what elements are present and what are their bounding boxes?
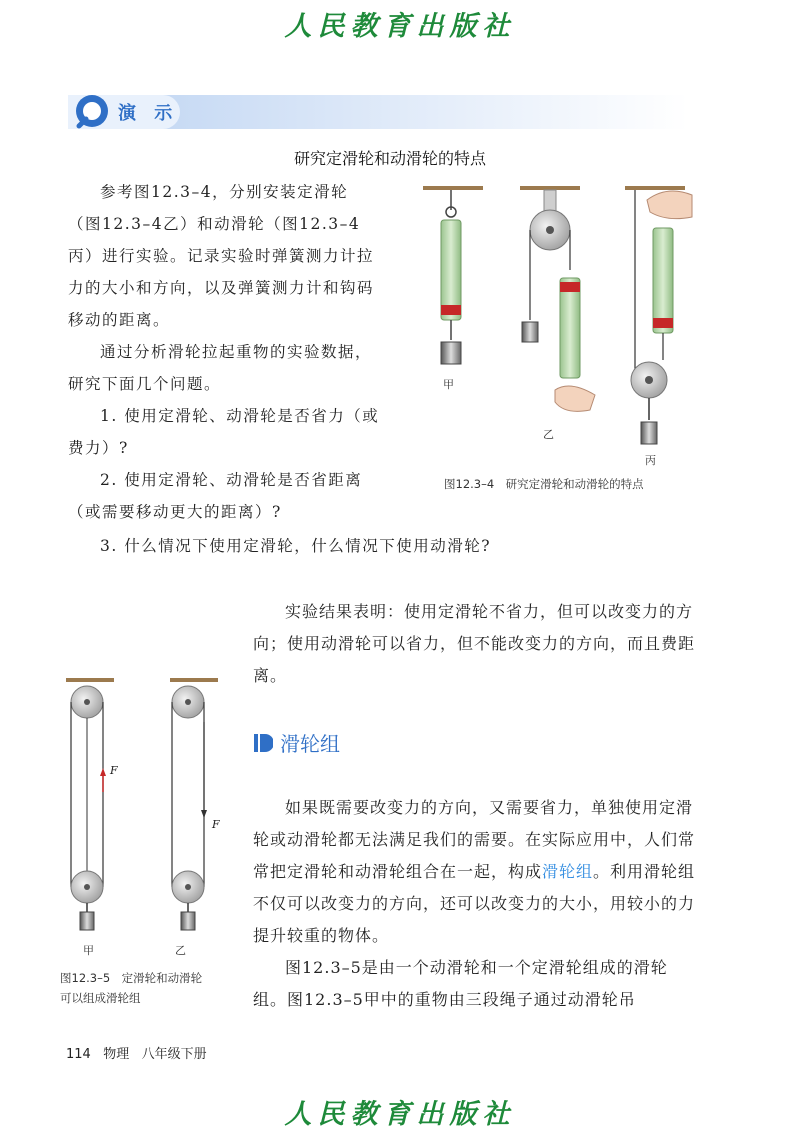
keyword-pulley-block: 滑轮组 bbox=[542, 862, 594, 881]
force-label-yi: F bbox=[212, 818, 220, 831]
demo-label: 演 示 bbox=[118, 103, 179, 124]
pulley-block-yi bbox=[170, 678, 218, 930]
figure-12-3-5-caption bbox=[60, 968, 202, 1008]
result-text: 实验结果表明：使用定滑轮不省力，但可以改变力的方向；使用动滑轮可以省力，但不能改变力的方向，而且费距离。 bbox=[253, 602, 696, 685]
footer-subject: 物理 bbox=[103, 1047, 130, 1062]
body-text bbox=[253, 792, 699, 1016]
body-paragraph-1 bbox=[253, 792, 699, 952]
demo-text bbox=[68, 176, 380, 528]
demo-paragraph-2: 通过分析滑轮拉起重物的实验数据，研究下面几个问题。 bbox=[68, 343, 373, 393]
footer-book: 八年级下册 bbox=[141, 1047, 207, 1062]
figure-bing bbox=[625, 186, 692, 444]
figure-5-label-jia: 甲 bbox=[83, 944, 94, 957]
demo-paragraph-1: 参考图12.3–4，分别安装定滑轮（图12.3–4乙）和动滑轮（图12.3–4丙）进行实验。记录实验时弹簧测力计拉力的大小和方向，以及弹簧测力计和钩码移动的距离。 bbox=[68, 183, 375, 329]
figure-12-3-5-caption-line1: 图12.3–5 定滑轮和动滑轮 bbox=[60, 971, 203, 985]
figure-12-3-5 bbox=[60, 672, 240, 942]
section-marker-icon bbox=[253, 732, 273, 754]
pulley-block-jia bbox=[66, 678, 114, 930]
demo-question-1: 1. 使用定滑轮、动滑轮是否省力（或费力）? bbox=[68, 407, 380, 457]
figure-label-jia: 甲 bbox=[443, 378, 454, 391]
figure-yi bbox=[520, 186, 595, 411]
figure-label-yi: 乙 bbox=[543, 428, 554, 441]
figure-label-bing: 丙 bbox=[645, 454, 656, 467]
page-footer bbox=[66, 1043, 207, 1062]
figure-12-3-4-caption: 图12.3–4 研究定滑轮和动滑轮的特点 bbox=[444, 477, 644, 491]
body-paragraph-1-end: 。利用滑轮组不仅可以改变力的方向，还可以改变力的大小，用较小的力提升较重的物体。 bbox=[253, 862, 696, 945]
page-number: 114 bbox=[66, 1047, 91, 1062]
publisher-logo-header: 人民教育出版社 bbox=[284, 11, 516, 42]
section-title: 滑轮组 bbox=[280, 732, 340, 756]
figure-5-label-yi: 乙 bbox=[175, 944, 186, 957]
demo-question-3: 3. 什么情况下使用定滑轮，什么情况下使用动滑轮? bbox=[100, 537, 492, 555]
figure-12-3-5-caption-line2: 可以组成滑轮组 bbox=[60, 991, 141, 1005]
figure-12-3-4 bbox=[415, 180, 715, 470]
magnifier-icon bbox=[72, 93, 112, 131]
demo-title: 研究定滑轮和动滑轮的特点 bbox=[293, 149, 486, 168]
demo-question-3-wrap bbox=[68, 530, 768, 562]
result-text-wrap bbox=[253, 596, 699, 692]
force-label-jia: F bbox=[110, 764, 118, 777]
figure-jia bbox=[423, 186, 483, 364]
body-paragraph-2: 图12.3–5是由一个动滑轮和一个定滑轮组成的滑轮组。图12.3–5甲中的重物由三段绳子通过动滑轮吊 bbox=[253, 958, 668, 1009]
demo-question-2: 2. 使用定滑轮、动滑轮是否省距离（或需要移动更大的距离）? bbox=[68, 471, 363, 521]
publisher-logo-footer: 人民教育出版社 bbox=[284, 1099, 516, 1130]
body-paragraph-1-start: 如果既需要改变力的方向，又需要省力，单独使用定滑轮或动滑轮都无法满足我们的需要。在实际应用中，人们常常把定滑轮和动滑轮组合在一起，构成 bbox=[253, 798, 696, 881]
